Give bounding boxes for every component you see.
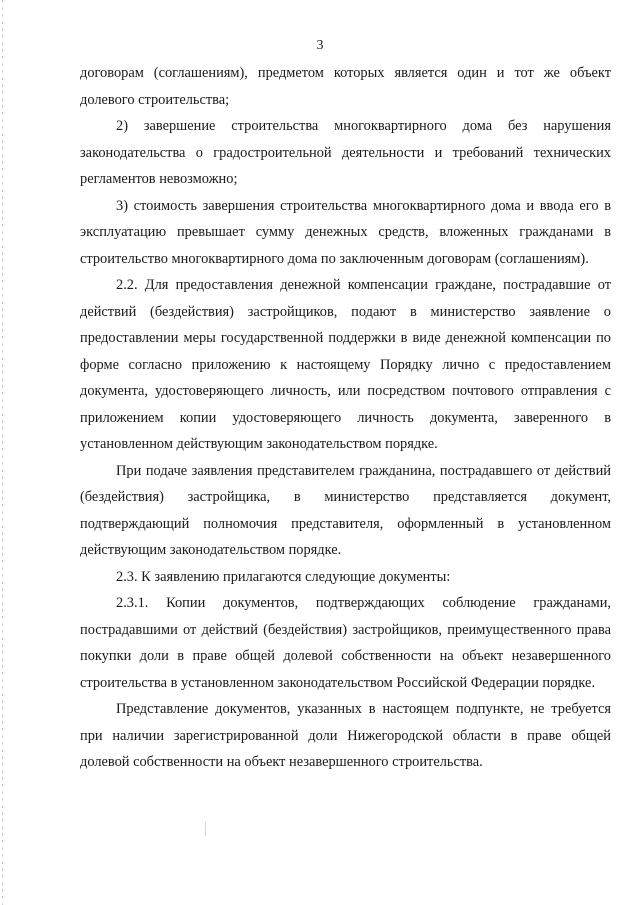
- paragraph-4: 2.2. Для предоставления денежной компенсации граждане, пострадавшие от действий (бездействия) застройщиков, подают в министерство заявление о предоставлении меры государственной поддержки в виде денежной компенсации по форме согласно приложению к настоящему Порядку лично с предоставлением документа, удостоверяющего личность, или посредством почтового отправления с приложением копии удостоверяющего личность документа, заверенного в установленном действующим законодательством порядке.: [80, 277, 611, 452]
- paragraph-2: 2) завершение строительства многоквартирного дома без нарушения законодательства о градостроительной деятельности и требований технических регламентов невозможно;: [80, 118, 611, 187]
- scan-edge-artifact: [2, 0, 3, 905]
- scan-mark-artifact: [205, 822, 206, 836]
- paragraph-7: 2.3.1. Копии документов, подтверждающих соблюдение гражданами, пострадавшими от действий (бездействия) застройщиков, преимущественного права покупки доли в праве общей долевой собственности на объект незавершенного строительства в установленном законодательством Российской Федерации порядке.: [80, 595, 611, 691]
- paragraph-6: 2.3. К заявлению прилагаются следующие документы:: [116, 568, 451, 585]
- paragraph-3: 3) стоимость завершения строительства многоквартирного дома и ввода его в эксплуатацию превышает сумму денежных средств, вложенных гражданами в строительство многоквартирного дома по заключенным договорам (соглашениям).: [80, 197, 611, 267]
- paragraph-1: договорам (соглашениям), предметом которых является один и тот же объект долевого строительства;: [80, 65, 611, 108]
- paragraph-8: Представление документов, указанных в настоящем подпункте, не требуется при наличии зарегистрированной доли Нижегородской области в праве общей долевой собственности на объект незавершенного строительства.: [80, 701, 611, 770]
- page-number: 3: [316, 38, 324, 53]
- paragraph-5: При подаче заявления представителем гражданина, пострадавшего от действий (бездействия) застройщика, в министерство представляется документ, подтверждающий полномочия представителя, оформленный в установленном действующим законодательством порядке.: [80, 462, 611, 558]
- document-body: [80, 60, 611, 776]
